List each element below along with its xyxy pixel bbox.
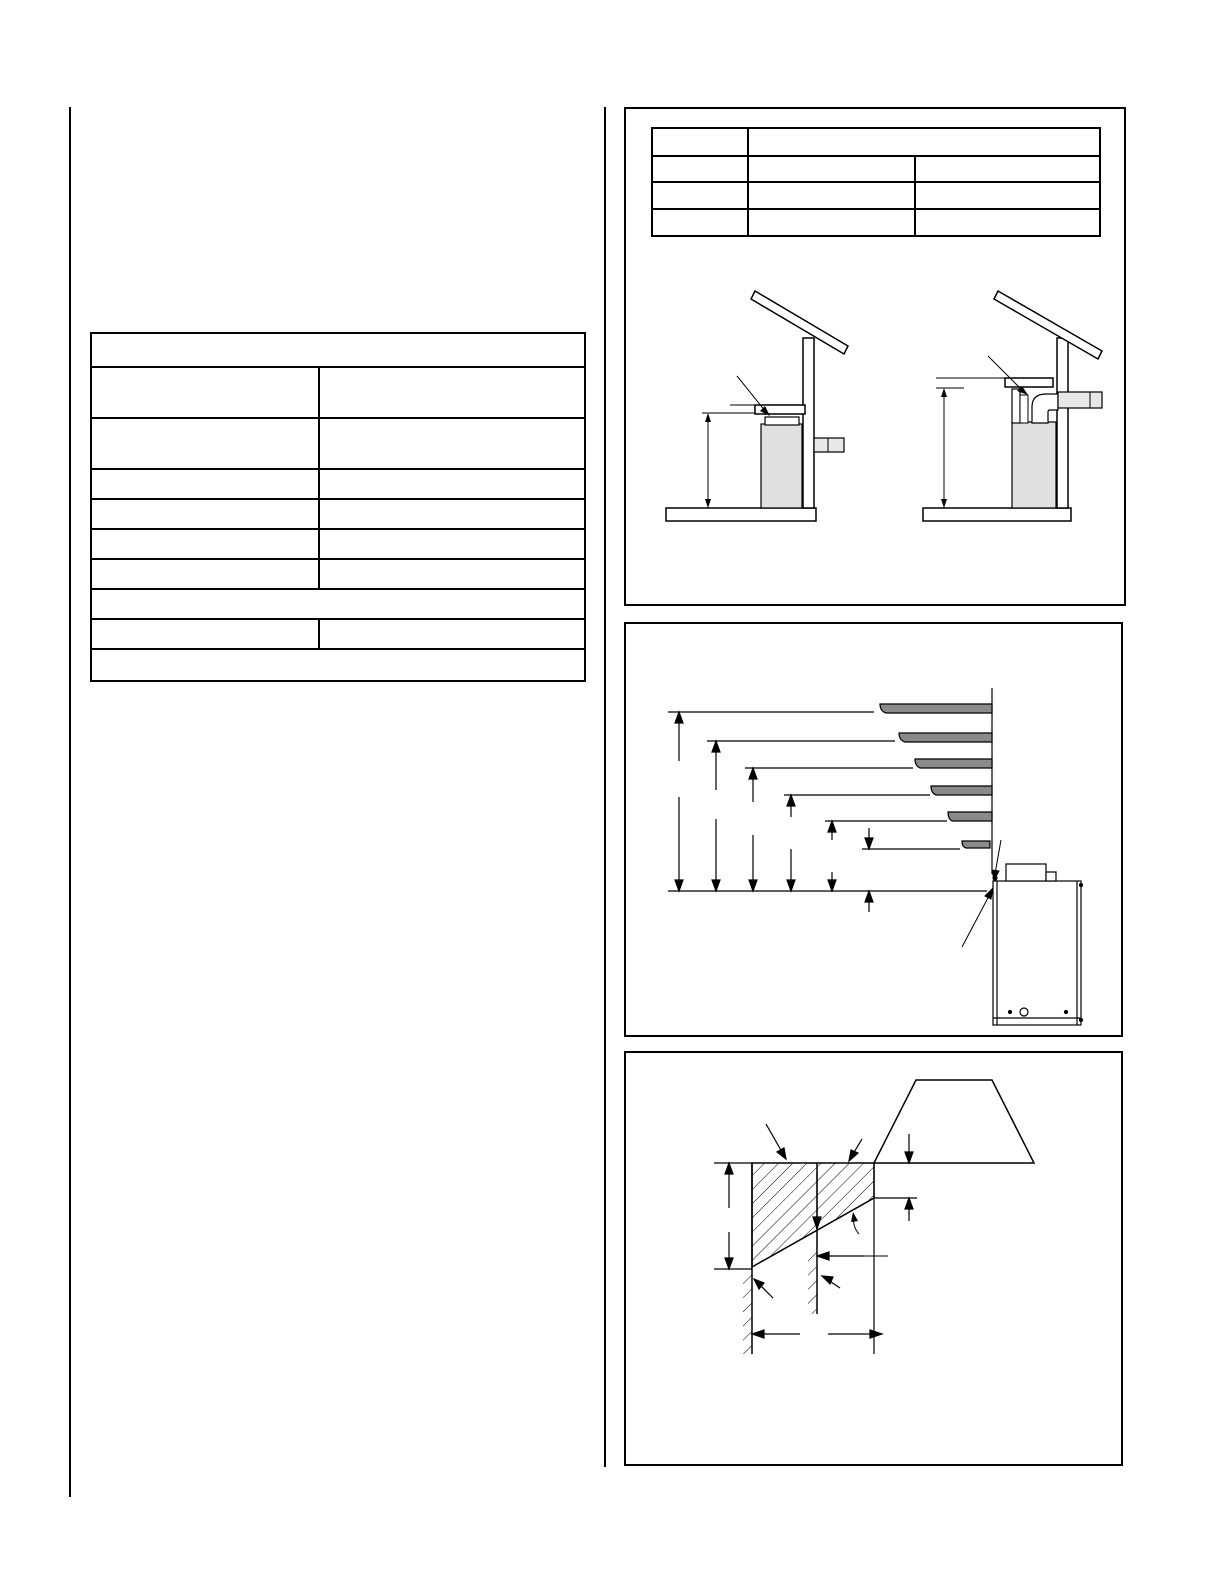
spec-table-footer [92, 650, 584, 680]
spec-table-header [92, 334, 584, 368]
spec-row-divider [318, 368, 320, 417]
figure-side-clearance [624, 1051, 1123, 1466]
spec-table-row [92, 500, 584, 530]
spec-row-divider [318, 419, 320, 468]
figure-mantel-projection [624, 622, 1123, 1037]
spec-row-divider [318, 530, 320, 558]
spec-table [90, 332, 586, 682]
column-divider-rule [604, 107, 606, 1467]
heater-unit [993, 864, 1083, 1025]
spec-table-row [92, 419, 584, 470]
spec-row-divider [318, 620, 320, 648]
right-unit-diagram [923, 291, 1102, 521]
spec-table-row [92, 368, 584, 419]
spec-table-row [92, 560, 584, 590]
dimension-arrows [675, 712, 873, 912]
spec-row-divider [318, 560, 320, 588]
figure-3-drawing [626, 1053, 1125, 1468]
spec-table-span-row [92, 590, 584, 620]
clearance-table [652, 128, 1100, 236]
fireplace-opening [874, 1080, 1034, 1163]
spec-table-row [92, 530, 584, 560]
spec-table-row [92, 620, 584, 650]
left-unit-diagram [666, 291, 848, 521]
spec-row-divider [318, 500, 320, 528]
spec-row-divider [318, 470, 320, 498]
figure-2-drawing [626, 624, 1125, 1039]
spec-table-row [92, 470, 584, 500]
left-margin-rule [69, 107, 71, 1497]
figure-1-drawing [626, 109, 1128, 608]
figure-clearance-table-and-diagrams [624, 107, 1126, 606]
mantel-shelves [880, 704, 992, 848]
left-wall [743, 1163, 752, 1354]
